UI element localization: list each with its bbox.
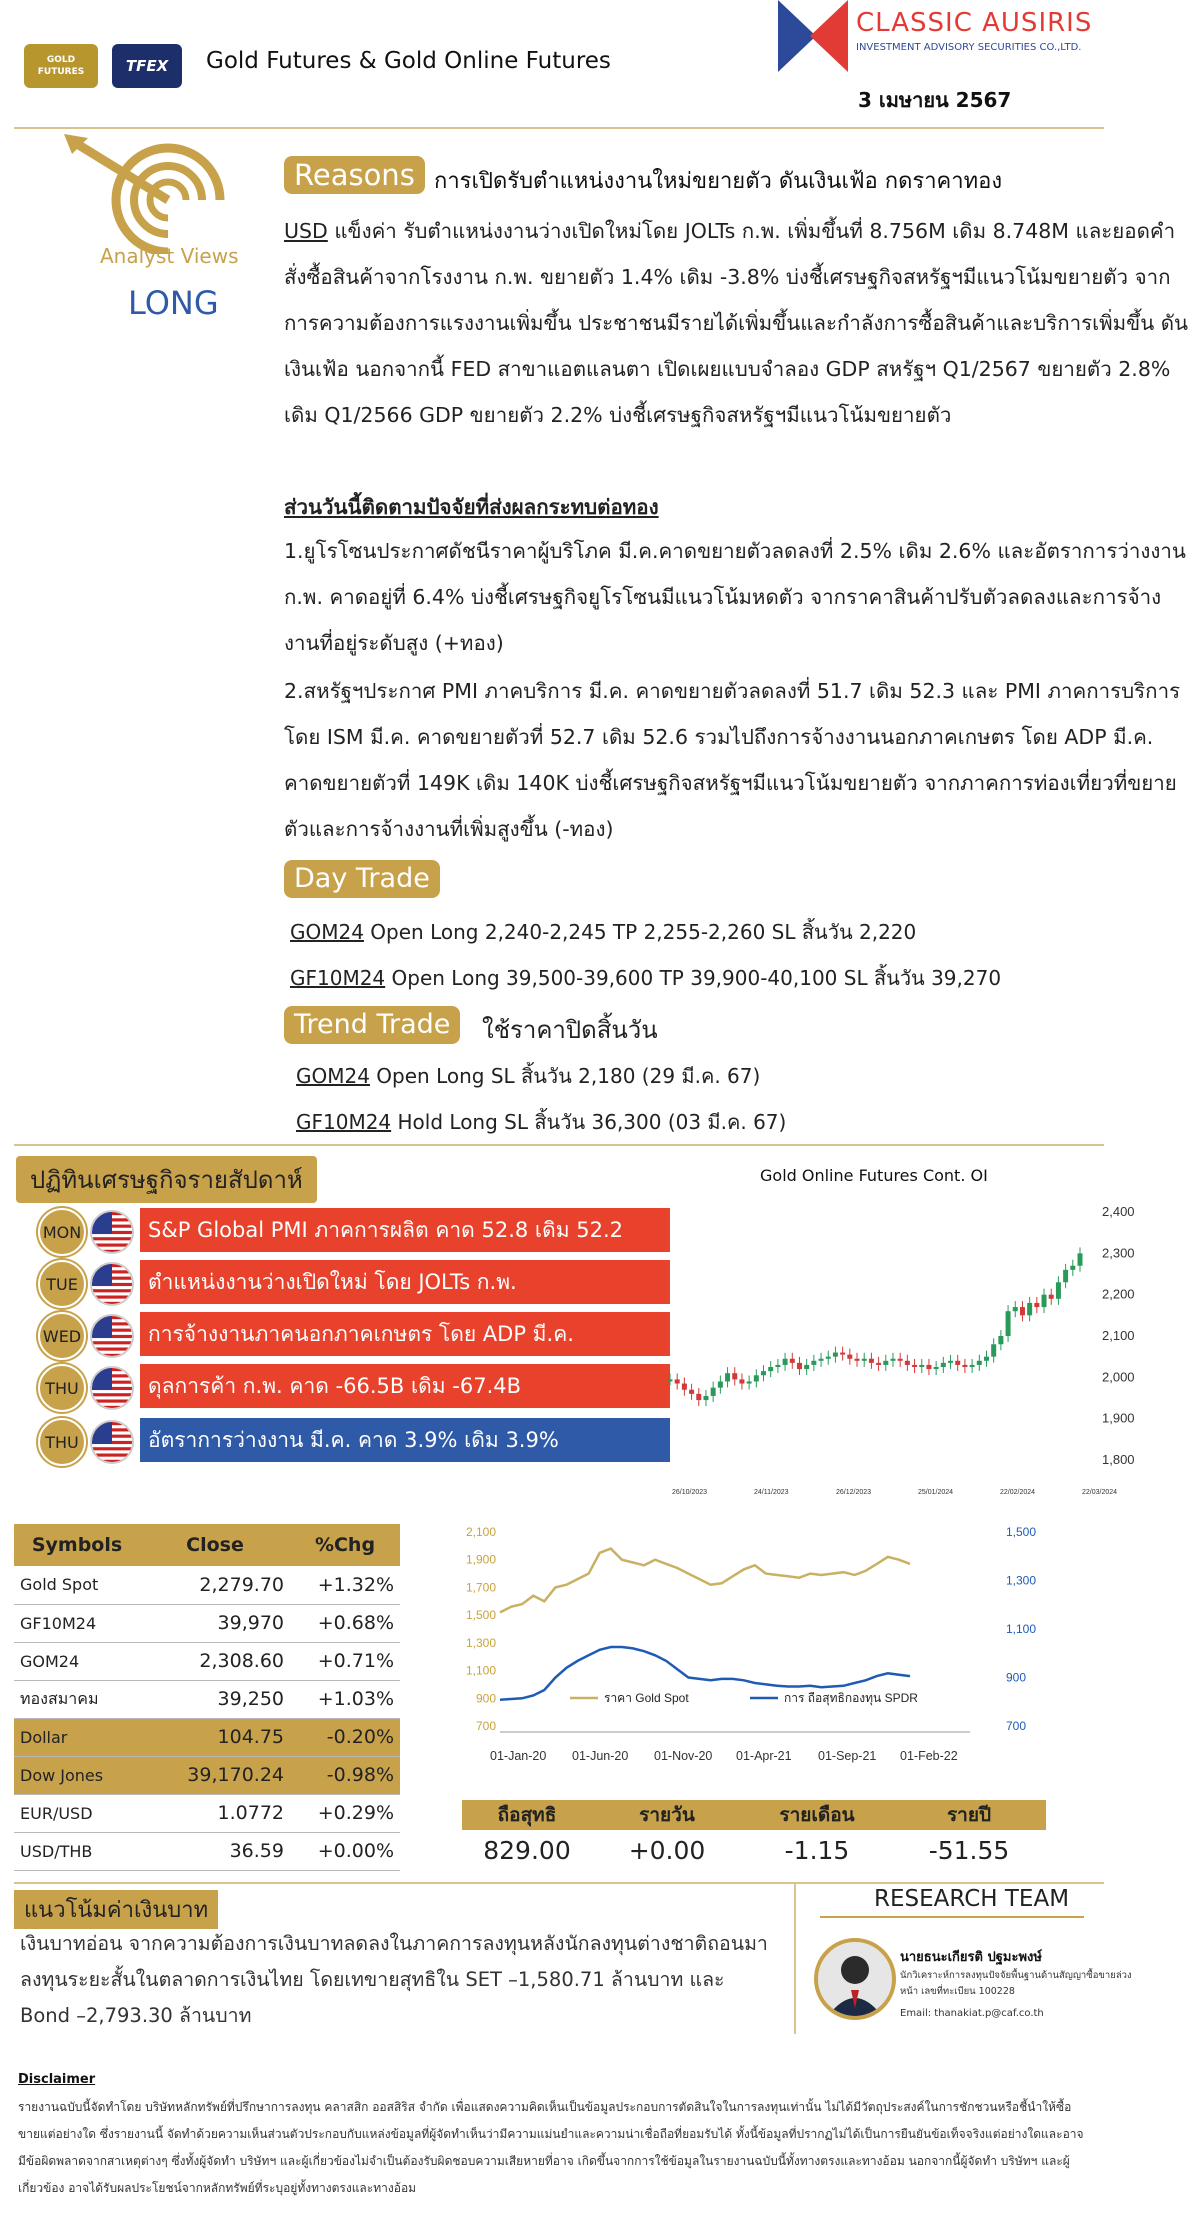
oi-candle [855, 1359, 860, 1361]
tfex-logo-text: TFEX [125, 57, 169, 75]
target-dart-icon [64, 134, 234, 254]
market-symbol: GOM24 [14, 1642, 140, 1680]
report-date: 3 เมษายน 2567 [858, 88, 1012, 112]
oi-candle [689, 1390, 694, 1394]
oi-candle [804, 1365, 809, 1369]
trend-trade-line-2-text: Hold Long SL สิ้นวัน 36,300 (03 มี.ค. 67) [391, 1110, 787, 1134]
market-table-row [14, 1642, 400, 1680]
spdr-left-y-tick: 700 [475, 1719, 496, 1733]
section-divider [14, 1144, 1104, 1146]
market-table-row [14, 1832, 400, 1870]
legend-label: ราคา Gold Spot [604, 1691, 689, 1705]
oi-candle [775, 1365, 780, 1367]
spdr-left-y-tick: 900 [475, 1691, 496, 1706]
oi-candle [761, 1371, 766, 1375]
market-symbol: ทองสมาคม [14, 1680, 140, 1718]
oi-candle [739, 1379, 744, 1383]
trend-trade-line-1 [296, 1060, 760, 1092]
market-chg: +0.29% [290, 1794, 400, 1832]
oi-candle [890, 1359, 895, 1361]
oi-candle [862, 1359, 867, 1361]
oi-x-tick-label: 24/11/2023 [754, 1489, 789, 1496]
research-team-title: RESEARCH TEAM [874, 1886, 1070, 1912]
calendar-event: S&P Global PMI ภาคการผลิต คาด 52.8 เดิม 52.2 [140, 1208, 670, 1254]
lower-divider [14, 1882, 1104, 1884]
spdr-right-y-tick: 1,100 [1006, 1622, 1037, 1636]
day-trade-tag: Day Trade [284, 860, 440, 898]
analyst-role: นักวิเคราะห์การลงทุนปัจจัยพื้นฐานด้านสัญญาซื้อขายล่วงหน้า เลขที่ทะเบียน 100228 [900, 1970, 1132, 1997]
oi-candle [840, 1353, 845, 1355]
calendar-day-badge: TUE [38, 1260, 86, 1308]
us-flag-icon [90, 1210, 134, 1254]
market-close: 1.0772 [140, 1794, 290, 1832]
oi-candle [912, 1365, 917, 1367]
oi-candle [754, 1375, 759, 1381]
oi-candle [718, 1381, 723, 1387]
oi-candle [1070, 1266, 1075, 1270]
oi-candle [869, 1359, 874, 1363]
oi-candle [819, 1359, 824, 1361]
oi-candle [768, 1367, 773, 1371]
market-table-header [14, 1524, 400, 1566]
market-close: 39,170.24 [140, 1756, 290, 1794]
oi-candle [826, 1357, 831, 1359]
report-title: Gold Futures & Gold Online Futures [206, 48, 611, 74]
oi-candle [962, 1365, 967, 1367]
oi-candle [876, 1363, 881, 1365]
spdr-right-y-tick: 700 [1006, 1719, 1027, 1733]
legend-label: การ ถือสุทธิกองทุน SPDR [784, 1691, 918, 1705]
calendar-event: อัตราการว่างงาน มี.ค. คาด 3.9% เดิม 3.9% [140, 1418, 670, 1464]
brand-name: CLASSIC AUSIRIS [856, 8, 1093, 38]
spdr-col-yearly: รายปี [892, 1800, 1046, 1830]
calendar-day-badge: THU [38, 1364, 86, 1412]
trend-trade-note: ใช้ราคาปิดสิ้นวัน [482, 1016, 658, 1044]
market-table-row [14, 1718, 400, 1756]
spdr-right-y-tick: 1,500 [1006, 1525, 1037, 1539]
oi-chart-title: Gold Online Futures Cont. OI [760, 1166, 988, 1185]
reasons-paragraph [284, 208, 1196, 438]
trend-trade-line-2 [296, 1106, 786, 1138]
trend-trade-line-1-text: Open Long SL สิ้นวัน 2,180 (29 มี.ค. 67) [369, 1064, 761, 1088]
us-flag-icon [90, 1420, 134, 1464]
oi-y-tick-label: 2,400 [1102, 1204, 1135, 1219]
trend-gf10m24-symbol[interactable]: GF10M24 [296, 1110, 392, 1134]
day-trade-line-2 [290, 962, 1001, 994]
oi-candle [847, 1355, 852, 1359]
oi-y-tick-label: 2,000 [1102, 1369, 1135, 1385]
oi-candle [711, 1388, 716, 1396]
gold-futures-logo-text: GOLD FUTURES [37, 55, 85, 77]
factor-point-1: 1.ยูโรโซนประกาศดัชนีราคาผู้บริโภค มี.ค.คาดขยายตัวลดลงที่ 2.5% เดิม 2.6% และอัตราการว่างงาน ก.พ. คาดอยู่ที่ 6.4% บ่งชี้เศรษฐกิจยูโรโซนมีแนวโน้มหดตัว จากราคาสินค้าปรับตัวลดลงและการจ้างงานที่อยู่ระดับสูง (+ทอง) [284, 539, 1186, 655]
oi-candle [1078, 1253, 1083, 1265]
oi-candle [696, 1394, 701, 1400]
gold-futures-logo [24, 44, 98, 88]
market-close: 104.75 [140, 1718, 290, 1756]
oi-x-tick-label: 25/01/2024 [918, 1489, 954, 1496]
oi-candle [1056, 1282, 1061, 1299]
calendar-day-badge: MON [38, 1208, 86, 1256]
spdr-col-net: ถือสุทธิ [462, 1800, 592, 1830]
market-table-row [14, 1566, 400, 1604]
analyst-email[interactable]: Email: thanakiat.p@caf.co.th [900, 2008, 1044, 2019]
day-trade-line-1-text: Open Long 2,240-2,245 TP 2,255-2,260 SL สิ้นวัน 2,220 [363, 920, 917, 944]
spdr-right-y-tick: 900 [1006, 1670, 1027, 1685]
spdr-left-y-tick: 1,500 [465, 1608, 496, 1623]
market-close: 2,308.60 [140, 1642, 290, 1680]
oi-x-tick-label: 26/10/2023 [672, 1489, 708, 1496]
market-chg: +1.03% [290, 1680, 400, 1718]
oi-candle [919, 1365, 924, 1367]
oi-candle [1006, 1311, 1011, 1336]
oi-candle [883, 1361, 888, 1365]
spdr-x-tick-label: 01-Feb-22 [900, 1749, 958, 1763]
analyst-avatar [814, 1938, 896, 2020]
oi-candle [833, 1353, 838, 1357]
oi-candle [934, 1367, 939, 1369]
disclaimer-title: Disclaimer [18, 2072, 96, 2087]
spdr-daily-value: +0.00 [628, 1835, 706, 1865]
market-close: 39,970 [140, 1604, 290, 1642]
oi-candle [984, 1357, 989, 1361]
baht-trend-title: แนวโน้มค่าเงินบาท [14, 1890, 218, 1929]
oi-chart [660, 1200, 1200, 1500]
calendar-title: ปฏิทินเศรษฐกิจรายสัปดาห์ [16, 1156, 317, 1203]
market-table-row [14, 1604, 400, 1642]
oi-candle [682, 1384, 687, 1390]
market-chg: +1.32% [290, 1566, 400, 1604]
spdr-net-value: 829.00 [483, 1835, 571, 1865]
spdr-left-y-tick: 1,100 [465, 1663, 496, 1678]
oi-candle [941, 1363, 946, 1367]
oi-candle [898, 1359, 903, 1361]
gf10m24-symbol[interactable]: GF10M24 [290, 966, 386, 990]
spdr-x-tick-label: 01-Nov-20 [654, 1749, 713, 1763]
market-close: 39,250 [140, 1680, 290, 1718]
oi-candle [998, 1336, 1003, 1344]
research-title-underline [820, 1916, 1084, 1918]
oi-candle [991, 1344, 996, 1356]
calendar-day-badge: THU [38, 1418, 86, 1466]
spdr-x-tick-label: 01-Apr-21 [736, 1749, 792, 1763]
calendar-event: ดุลการค้า ก.พ. คาด -66.5B เดิม -67.4B [140, 1364, 670, 1410]
market-symbol: Dow Jones [14, 1756, 140, 1794]
spdr-left-y-tick: 1,700 [465, 1580, 496, 1595]
oi-y-tick-label: 2,200 [1102, 1286, 1135, 1302]
spdr-col-monthly: รายเดือน [742, 1800, 892, 1830]
market-chg: +0.68% [290, 1604, 400, 1642]
oi-y-tick-label: 1,900 [1102, 1410, 1135, 1426]
oi-candle [905, 1361, 910, 1365]
analyst-view-long: LONG [128, 284, 219, 322]
classic-ausiris-logo [778, 0, 848, 72]
oi-candle [948, 1361, 953, 1363]
spdr-table-header [462, 1800, 1046, 1830]
analyst-views-label: Analyst Views [100, 244, 239, 268]
oi-candle [797, 1363, 802, 1369]
spdr-left-y-tick: 1,300 [465, 1635, 496, 1650]
oi-candle [1013, 1307, 1018, 1311]
market-symbol: EUR/USD [14, 1794, 140, 1832]
market-table-row [14, 1794, 400, 1832]
spdr-x-tick-label: 01-Sep-21 [818, 1749, 877, 1763]
header-divider [14, 127, 1104, 129]
brand-subtitle: INVESTMENT ADVISORY SECURITIES CO.,LTD. [856, 42, 1082, 53]
gold-spot-line [500, 1549, 910, 1613]
us-flag-icon [90, 1262, 134, 1306]
market-table [14, 1524, 400, 1871]
col-symbols: Symbols [14, 1524, 140, 1566]
person-icon [818, 1942, 892, 2016]
oi-x-tick-label: 22/02/2024 [1000, 1489, 1036, 1496]
spdr-col-daily: รายวัน [592, 1800, 742, 1830]
us-flag-icon [90, 1366, 134, 1410]
spdr-right-y-tick: 1,300 [1006, 1573, 1037, 1588]
market-symbol: USD/THB [14, 1832, 140, 1870]
trend-gom24-symbol[interactable]: GOM24 [296, 1064, 370, 1088]
trend-trade-tag: Trend Trade [284, 1006, 460, 1044]
factor-point-2: 2.สหรัฐฯประกาศ PMI ภาคบริการ มี.ค. คาดขยายตัวลดลงที่ 51.7 เดิม 52.3 และ PMI ภาคการบริการ โดย ISM มี.ค. คาดขยายตัวที่ 52.7 เดิม 52.6 รวมไปถึงการจ้างงานนอกภาคเกษตร โดย ADP มี.ค. คาดขยายตัวที่ 149K เดิม 140K บ่งชี้เศรษฐกิจสหรัฐฯมีแนวโน้มขยายตัว จากภาคการท่องเที่ยวที่ขยายตัวและการจ้างงานที่เพิ่มสูงขึ้น (-ทอง) [284, 679, 1181, 841]
us-flag-icon [90, 1314, 134, 1358]
market-symbol: Dollar [14, 1718, 140, 1756]
reasons-paragraph-text: แข็งค่า รับตำแหน่งงานว่างเปิดใหม่โดย JOLTs ก.พ. เพิ่มขึ้นที่ 8.756M เดิม 8.748M และยอดคำสั่งซื้อสินค้าจากโรงงาน ก.พ. ขยายตัว 1.4% เดิม -3.8% บ่งชี้เศรษฐกิจสหรัฐฯมีแนวโน้มขยายตัว จากการความต้องการแรงงานเพิ่มขึ้น ประชาชนมีรายได้เพิ่มขึ้นและกำลังการซื้อสินค้าและบริการเพิ่มขึ้น ดันเงินเฟ้อ นอกจากนี้ FED สาขาแอตแลนตา เปิดเผยแบบจำลอง GDP สหรัฐฯ Q1/2567 ขยายตัว 2.8% เดิม Q1/2566 GDP ขยายตัว 2.2% บ่งชี้เศรษฐกิจสหรัฐฯมีแนวโน้มขยายตัว [284, 219, 1189, 427]
oi-candle [1034, 1303, 1039, 1307]
baht-divider [794, 1884, 796, 2034]
spdr-table [462, 1800, 1046, 1870]
market-table-row [14, 1680, 400, 1718]
calendar-day-badge: WED [38, 1312, 86, 1360]
col-close: Close [140, 1524, 290, 1566]
market-chg: +0.00% [290, 1832, 400, 1870]
oi-x-tick-label: 22/03/2024 [1082, 1489, 1118, 1496]
gold-spdr-chart [450, 1520, 1070, 1770]
market-chg: +0.71% [290, 1642, 400, 1680]
spdr-x-tick-label: 01-Jun-20 [572, 1749, 629, 1763]
spdr-yearly-value: -51.55 [928, 1835, 1010, 1865]
oi-candle [1027, 1303, 1032, 1315]
oi-y-tick-label: 2,100 [1102, 1328, 1135, 1343]
oi-candle [970, 1365, 975, 1367]
spdr-monthly-value: -1.15 [784, 1835, 850, 1865]
oi-candle [1049, 1295, 1054, 1299]
oi-y-tick-label: 1,800 [1102, 1452, 1135, 1467]
market-chg: -0.98% [290, 1756, 400, 1794]
market-symbol: GF10M24 [14, 1604, 140, 1642]
gom24-symbol[interactable]: GOM24 [290, 920, 364, 944]
oi-candle [1063, 1270, 1068, 1282]
oi-candle [725, 1373, 730, 1381]
oi-candle [1042, 1295, 1047, 1307]
day-trade-line-2-text: Open Long 39,500-39,600 TP 39,900-40,100 SL สิ้นวัน 39,270 [385, 966, 1002, 990]
oi-candle [783, 1359, 788, 1365]
spdr-table-row [462, 1830, 1046, 1870]
spdr-left-y-tick: 2,100 [465, 1525, 496, 1539]
baht-trend-text: เงินบาทอ่อน จากความต้องการเงินบาทลดลงในภาคการลงทุนหลังนักลงทุนต่างชาติถอนมาลงทุนระยะสั้นในตลาดการเงินไทย โดยเทขายสุทธิใน SET –1,580.71 ล้านบาท และ Bond –2,793.30 ล้านบาท [20, 1932, 768, 2027]
analyst-name: นายธนะเกียรติ ปฐมะพงษ์ [900, 1950, 1042, 1965]
col-chg: %Chg [290, 1524, 400, 1566]
market-symbol: Gold Spot [14, 1566, 140, 1604]
reasons-headline: การเปิดรับตำแหน่งงานใหม่ขยายตัว ดันเงินเฟ้อ กดราคาทอง [434, 169, 1003, 194]
disclaimer-text: รายงานฉบับนี้จัดทำโดย บริษัทหลักทรัพย์ที่ปรึกษาการลงทุน คลาสสิก ออสสิริส จำกัด เพื่อแสดงความคิดเห็นเป็นข้อมูลประกอบการตัดสินใจในการลงทุนเท่านั้น ไม่ได้มีวัตถุประสงค์ในการชักชวนหรือชี้นำให้ซื้อขายแต่อย่างใด ซึ่งรายงานนี้ จัดทำด้วยความเห็นส่วนตัวประกอบกับแหล่งข้อมูลที่ผู้จัดทำเห็นว่ามีความแม่นยำและความน่าเชื่อถือที่ยอมรับได้ ทั้งนี้ข้อมูลที่ปรากฏไม่ได้เป็นการยืนยันข้อเท็จจริงแต่อย่างใดและอาจมีข้อผิดพลาดจากสาเหตุต่างๆ ซึ่งทั้งผู้จัดทำ บริษัทฯ และผู้เกี่ยวข้องไม่จำเป็นต้องรับผิดชอบความเสียหายที่อาจ เกิดขึ้นจากการใช้ข้อมูลในรายงานฉบับนี้ทั้งทางตรงและทางอ้อม นอกจากนี้ผู้จัดทำ บริษัทฯ และผู้เกี่ยวข้อง อาจได้รับผลประโยชน์จากหลักทรัพย์ที่ระบุอยู่ทั้งทางตรงและทางอ้อม [18, 2100, 1084, 2195]
oi-candle [675, 1379, 680, 1383]
oi-candle [790, 1359, 795, 1363]
calendar-event: ตำแหน่งงานว่างเปิดใหม่ โดย JOLTs ก.พ. [140, 1260, 670, 1306]
oi-candle [668, 1379, 673, 1381]
spdr-x-tick-label: 01-Jan-20 [490, 1749, 547, 1763]
oi-y-tick-label: 2,300 [1102, 1245, 1135, 1261]
oi-candle [732, 1373, 737, 1379]
market-close: 36.59 [140, 1832, 290, 1870]
spdr-left-y-tick: 1,900 [465, 1552, 496, 1567]
market-chg: -0.20% [290, 1718, 400, 1756]
reasons-tag: Reasons [284, 156, 425, 194]
factors-subheading: ส่วนวันนี้ติดตามปัจจัยที่ส่งผลกระทบต่อทอง [284, 495, 659, 519]
market-table-row [14, 1756, 400, 1794]
tfex-logo [112, 44, 182, 88]
market-close: 2,279.70 [140, 1566, 290, 1604]
usd-link[interactable]: USD [284, 219, 328, 243]
calendar-event: การจ้างงานภาคนอกภาคเกษตร โดย ADP มี.ค. [140, 1312, 670, 1358]
day-trade-line-1 [290, 916, 916, 948]
oi-candle [747, 1381, 752, 1383]
oi-candle [955, 1361, 960, 1365]
oi-x-tick-label: 26/12/2023 [836, 1489, 872, 1496]
oi-candle [703, 1396, 708, 1400]
oi-candle [811, 1361, 816, 1365]
oi-candle [926, 1365, 931, 1369]
oi-candle [977, 1361, 982, 1365]
oi-candle [1020, 1307, 1025, 1315]
